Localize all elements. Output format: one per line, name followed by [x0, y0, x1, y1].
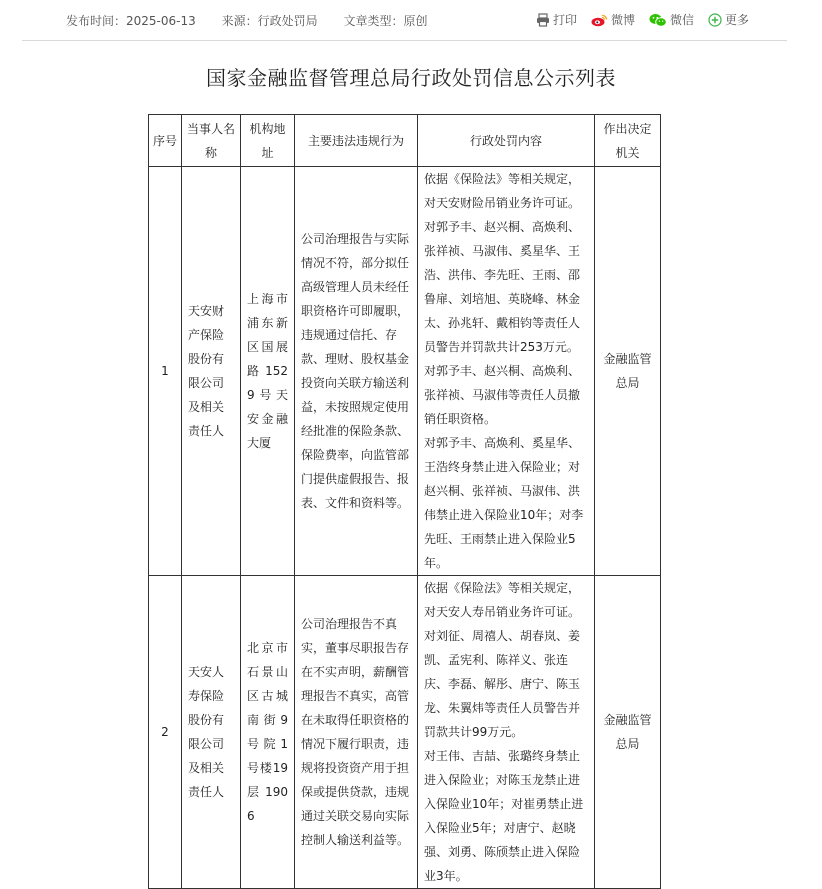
print-button[interactable]: 打印 [536, 11, 577, 28]
penalty-paragraph: 对王伟、吉喆、张璐终身禁止进入保险业；对陈玉龙禁止进入保险业10年；对崔勇禁止进入保险业5年；对唐宁、赵晓强、刘勇、陈颀禁止进入保险业3年。 [424, 749, 584, 883]
row-index: 2 [149, 576, 182, 889]
weibo-share-button[interactable]: 微博 [591, 11, 635, 28]
publish-date: 发布时间：2025-06-13 [66, 14, 196, 28]
penalty-paragraph: 对刘征、周禧人、胡春岚、姜凯、孟宪利、陈祥义、张连庆、李磊、解彤、唐宁、陈玉龙、朱翼炜等责任人员警告并罚款共计99万元。 [424, 629, 581, 739]
plus-circle-icon [708, 13, 722, 27]
row-penalty [418, 167, 595, 576]
table-row [149, 167, 661, 576]
header-penalty: 行政处罚内容 [418, 115, 595, 167]
article-meta-bar [22, 0, 787, 41]
row-index: 1 [149, 167, 182, 576]
row-penalty [418, 576, 595, 889]
penalty-paragraph: 依据《保险法》等相关规定，对天安人寿吊销业务许可证。 [424, 581, 581, 619]
row-address: 上海市浦东新区国展路1529号天安金融大厦 [241, 167, 295, 576]
penalty-paragraph: 对郭予丰、赵兴桐、高焕利、张祥祯、马淑伟、奚星华、王浩、洪伟、李先旺、王雨、邵鲁扉、刘培旭、英晓峰、林金太、孙兆轩、戴相钧等责任人员警告并罚款共计253万元。 [424, 220, 581, 354]
header-address: 机构地址 [241, 115, 295, 167]
penalty-table [148, 114, 661, 889]
header-authority: 作出决定机关 [595, 115, 661, 167]
wechat-share-button[interactable]: 微信 [649, 11, 694, 28]
header-index: 序号 [149, 115, 182, 167]
table-row [149, 576, 661, 889]
header-party: 当事人名称 [182, 115, 241, 167]
row-authority: 金融监管总局 [595, 167, 661, 576]
printer-icon [536, 13, 550, 27]
page-title: 国家金融监督管理总局行政处罚信息公示列表 [206, 66, 616, 90]
row-party: 天安财产保险股份有限公司及相关责任人 [182, 167, 241, 576]
source: 来源：行政处罚局 [221, 14, 318, 28]
more-share-button[interactable]: 更多 [708, 11, 749, 28]
penalty-paragraph: 依据《保险法》等相关规定，对天安财险吊销业务许可证。 [424, 172, 581, 210]
row-address: 北京市石景山区古城南街9号院1号楼19层1906 [241, 576, 295, 889]
wechat-icon [649, 13, 667, 27]
share-bar [536, 11, 749, 28]
row-party: 天安人寿保险股份有限公司及相关责任人 [182, 576, 241, 889]
weibo-icon [591, 13, 608, 27]
row-violation: 公司治理报告与实际情况不符，部分拟任高级管理人员未经任职资格许可即履职，违规通过信托、存款、理财、股权基金投资向关联方输送利益，未按照规定使用经批准的保险条款、保险费率，向监管部门提供虚假报告、报表、文件和资料等。 [295, 167, 418, 576]
article-type: 文章类型：原创 [343, 14, 428, 28]
penalty-paragraph: 对郭予丰、高焕利、奚星华、王浩终身禁止进入保险业；对赵兴桐、张祥祯、马淑伟、洪伟禁止进入保险业10年；对李先旺、王雨禁止进入保险业5年。 [424, 436, 584, 570]
row-authority: 金融监管总局 [595, 576, 661, 889]
row-violation: 公司治理报告不真实，董事尽职报告存在不实声明，薪酬管理报告不真实，高管在未取得任职资格的情况下履行职责，违规将投资资产用于担保或提供贷款，违规通过关联交易向实际控制人输送利益等。 [295, 576, 418, 889]
table-header-row [149, 115, 661, 167]
article-meta [66, 12, 449, 29]
penalty-paragraph: 对郭予丰、赵兴桐、高焕利、张祥祯、马淑伟等责任人员撤销任职资格。 [424, 364, 581, 426]
header-violation: 主要违法违规行为 [295, 115, 418, 167]
